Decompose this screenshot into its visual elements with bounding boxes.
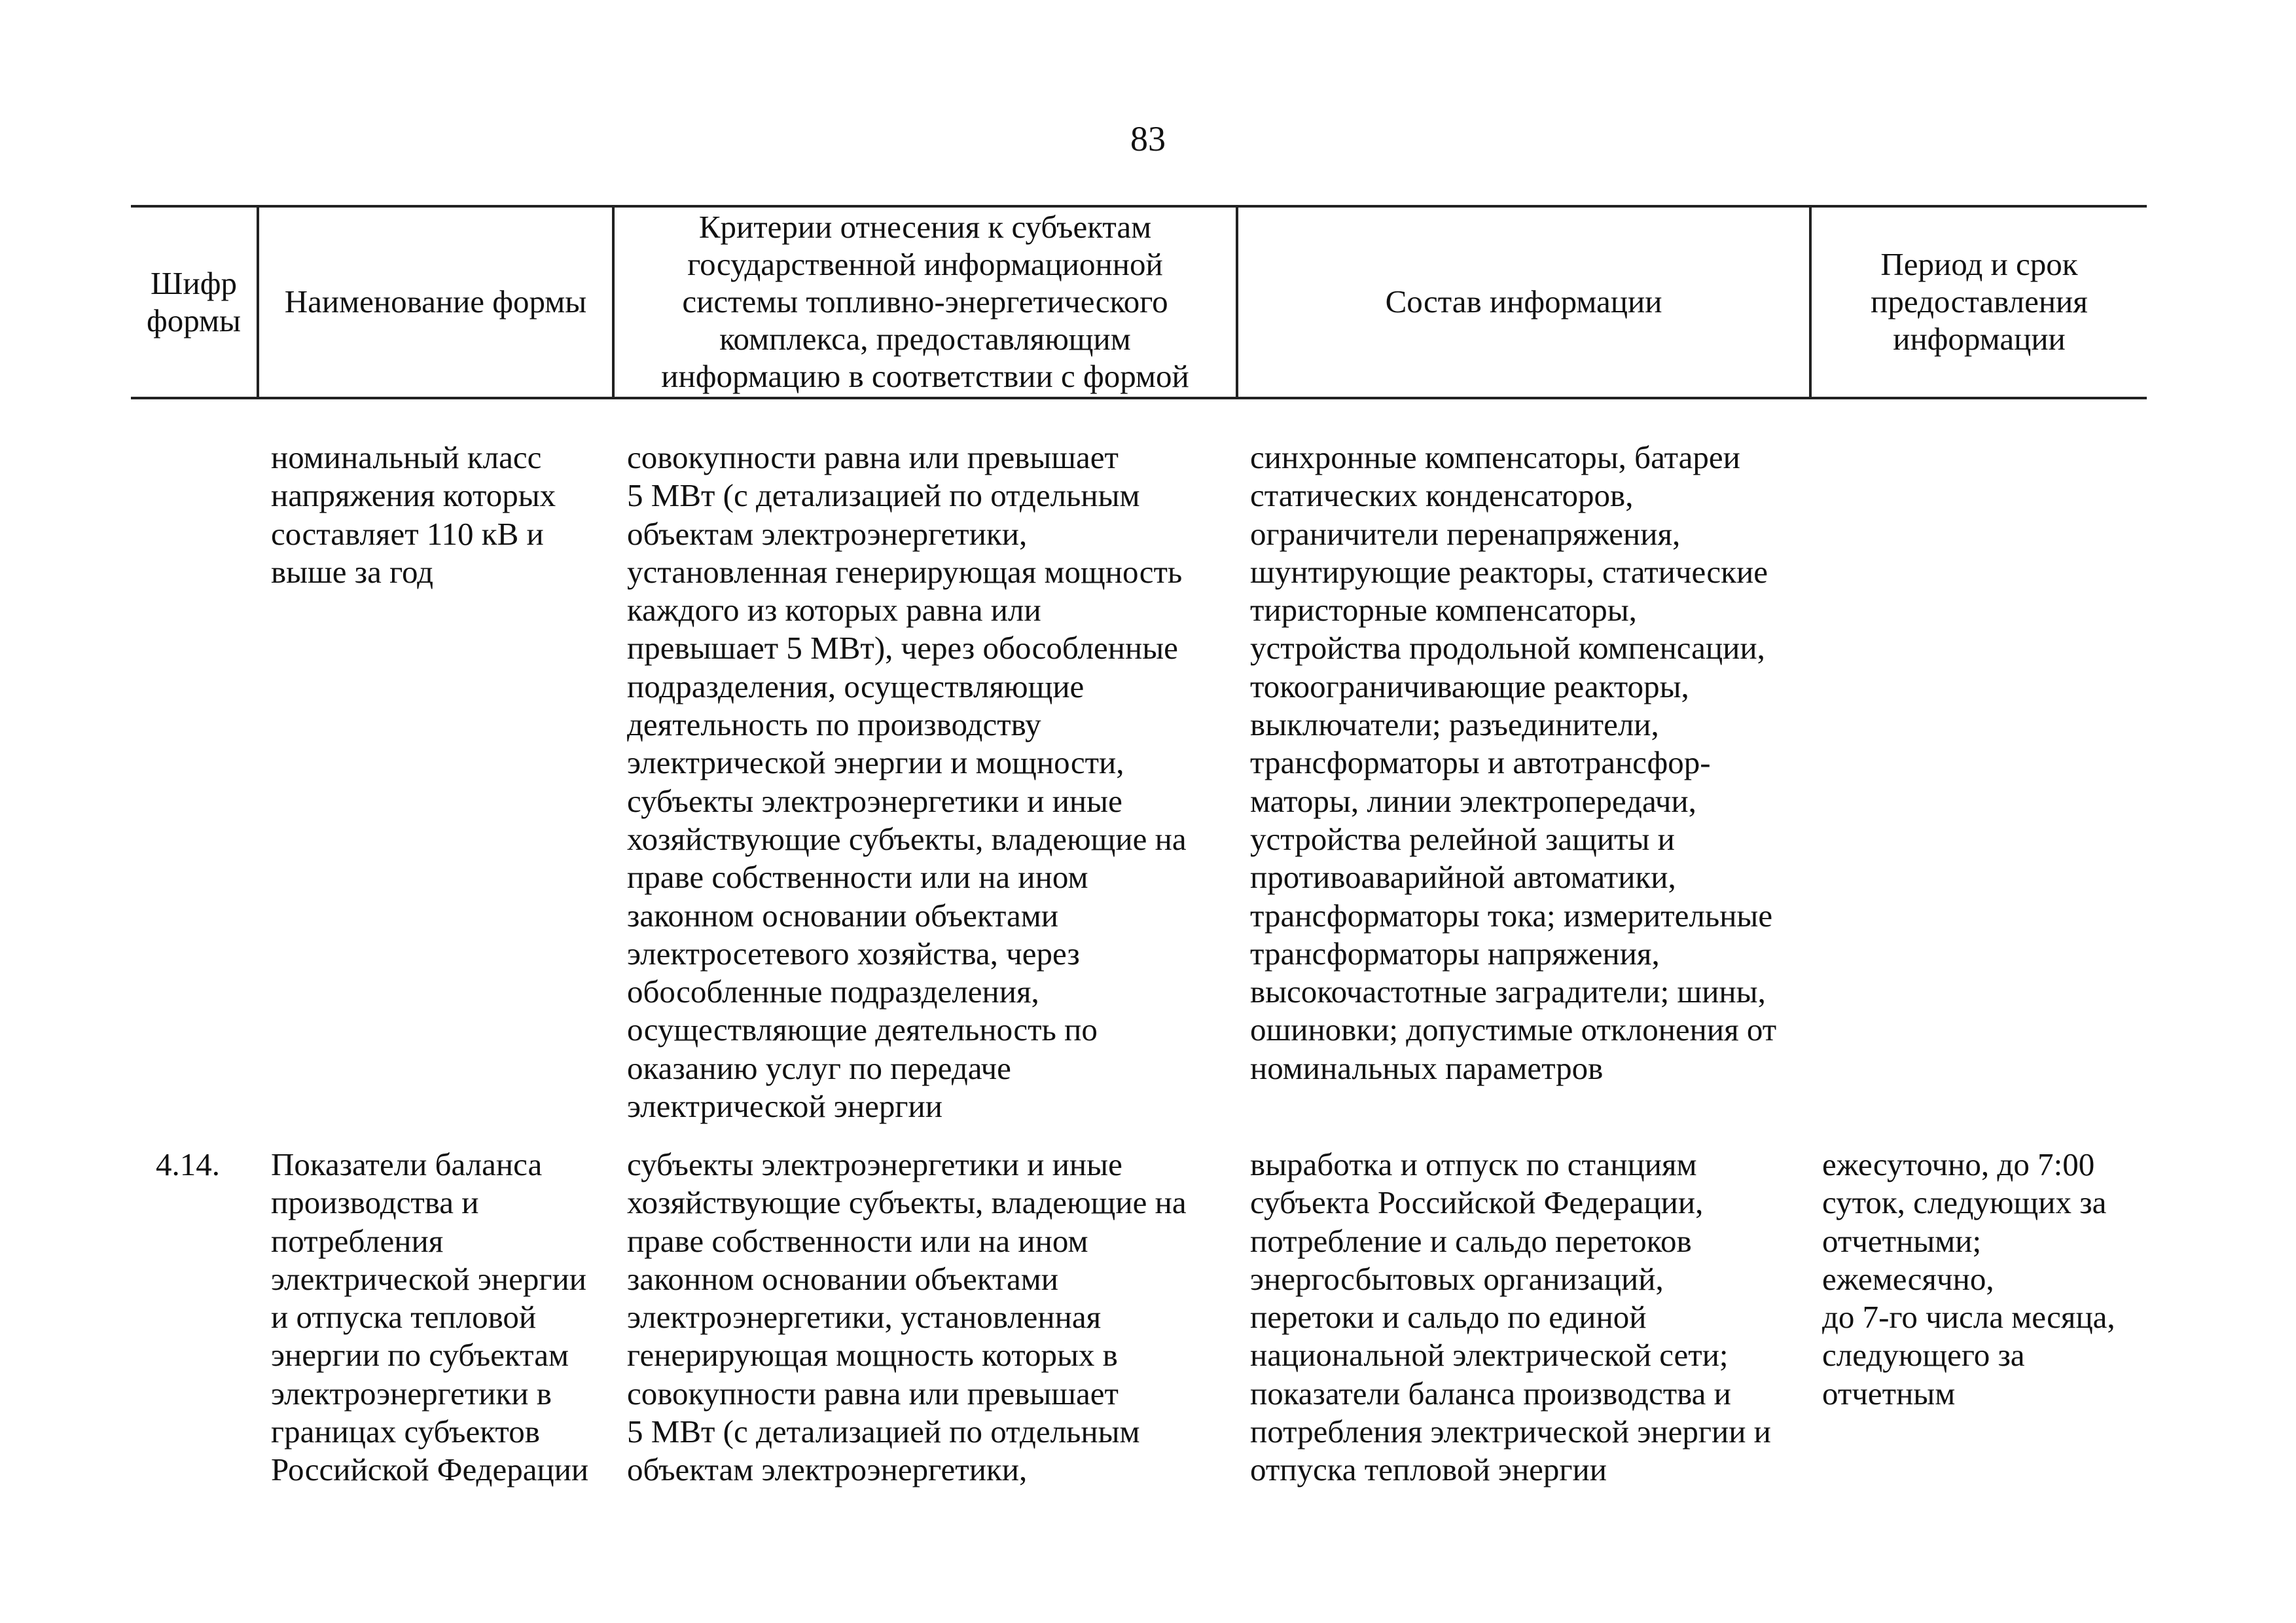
header-criteria: Критерии отнесения к субъектам государственной информационной системы топливно-энергетического комплекса, предоставляющим информацию в соответствии с формой <box>661 209 1189 394</box>
row-criteria: совокупности равна или превышает 5 МВт (с детализацией по отдельным объектам электроэнергетики, установленная генерирующая мощность каждого из которых равна или превышает 5 МВт), через обособленные подразделения, осуществляющие деятельность по производству электрической энергии и мощности, субъекты электроэнергетики и иные хозяйствующие субъекты, владеющие на праве собственности или на ином законном основании объектами электросетевого хозяйства, через обособленные подразделения, осуществляющие деятельность по оказанию услуг по передаче электрической энергии <box>627 439 1187 1125</box>
row-composition: выработка и отпуск по станциям субъекта Российской Федерации, потребление и сальдо перетоков энергосбытовых организаций, перетоки и сальдо по единой национальной электрической сети; показатели баланса производства и потребления электрической энергии и отпуска тепловой энергии <box>1250 1146 1771 1488</box>
table-header-bottom-rule <box>131 397 2147 399</box>
row-form-name: Показатели баланса производства и потребления электрической энергии и отпуска тепловой энергии по субъектам электроэнергетики в границах субъектов Российской Федерации <box>271 1146 589 1488</box>
row-composition: синхронные компенсаторы, батареи статических конденсаторов, ограничители перенапряжения, шунтирующие реакторы, статические тиристорные компенсаторы, устройства продольной компенсации, токоограничивающие реакторы, выключатели; разъединители, трансформаторы и автотрансфор- маторы, линии электропередачи, устройства релейной защиты и противоаварийной автоматики, трансформаторы тока; измерительные трансформаторы напряжения, высокочастотные заградители; шины, ошиновки; допустимые отклонения от номинальных параметров <box>1250 439 1777 1086</box>
header-period: Период и срок предоставления информации <box>1871 246 2088 357</box>
page-number: 83 <box>1130 119 1166 158</box>
row-period: ежесуточно, до 7:00 суток, следующих за отчетными; ежемесячно, до 7-го числа месяца, следующего за отчетным <box>1822 1146 2115 1412</box>
header-code: Шифр формы <box>147 264 241 338</box>
row-code: 4.14. <box>156 1146 220 1182</box>
header-form-name: Наименование формы <box>284 283 587 319</box>
header-composition: Состав информации <box>1385 283 1662 319</box>
row-form-name: номинальный класс напряжения которых составляет 110 кВ и выше за год <box>271 439 556 590</box>
row-criteria: субъекты электроэнергетики и иные хозяйствующие субъекты, владеющие на праве собственности или на ином законном основании объектами электроэнергетики, установленная генерирующая мощность которых в совокупности равна или превышает 5 МВт (с детализацией по отдельным объектам электроэнергетики, <box>627 1146 1187 1488</box>
